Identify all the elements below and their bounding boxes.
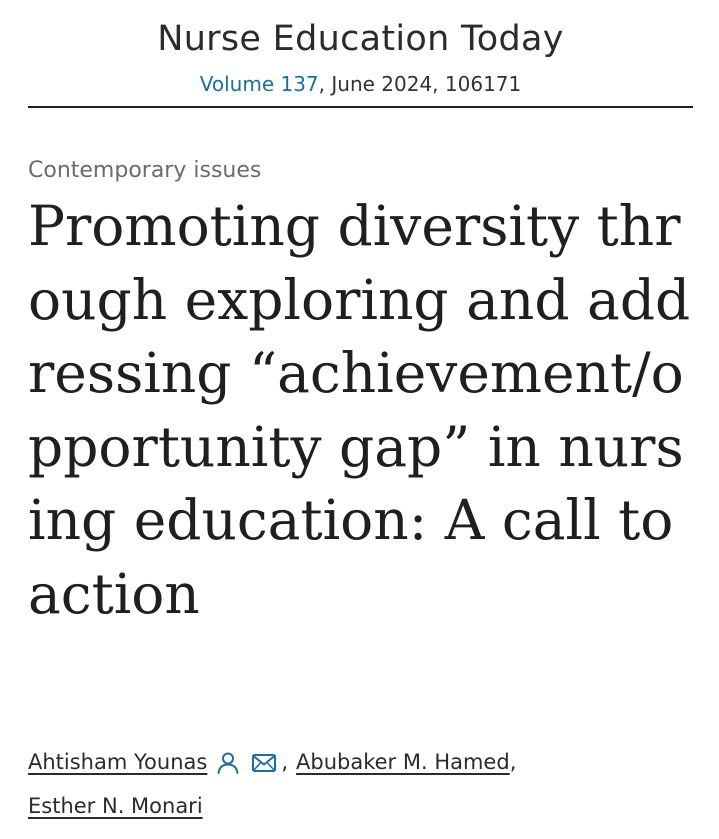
- person-icon[interactable]: [215, 750, 241, 776]
- issue-info: , June 2024, 106171: [318, 72, 522, 96]
- article-type: Contemporary issues: [28, 158, 262, 183]
- author-link-younas[interactable]: Ahtisham Younas: [28, 750, 208, 774]
- author-list: [28, 740, 693, 828]
- author-link-hamed[interactable]: Abubaker M. Hamed: [296, 750, 510, 774]
- author-link-monari[interactable]: Esther N. Monari: [28, 794, 203, 818]
- author-separator: ,: [509, 750, 517, 774]
- volume-link[interactable]: Volume 137: [199, 72, 319, 96]
- article-title: Promoting diversity through exploring and addressing “achievement/opportunity gap” in nursing education: A call to action: [28, 194, 691, 626]
- envelope-icon[interactable]: [251, 752, 277, 774]
- journal-title[interactable]: Nurse Education Today: [157, 19, 564, 59]
- journal-header: [28, 0, 693, 108]
- author-separator: ,: [281, 750, 288, 774]
- journal-issue-meta: [28, 70, 693, 98]
